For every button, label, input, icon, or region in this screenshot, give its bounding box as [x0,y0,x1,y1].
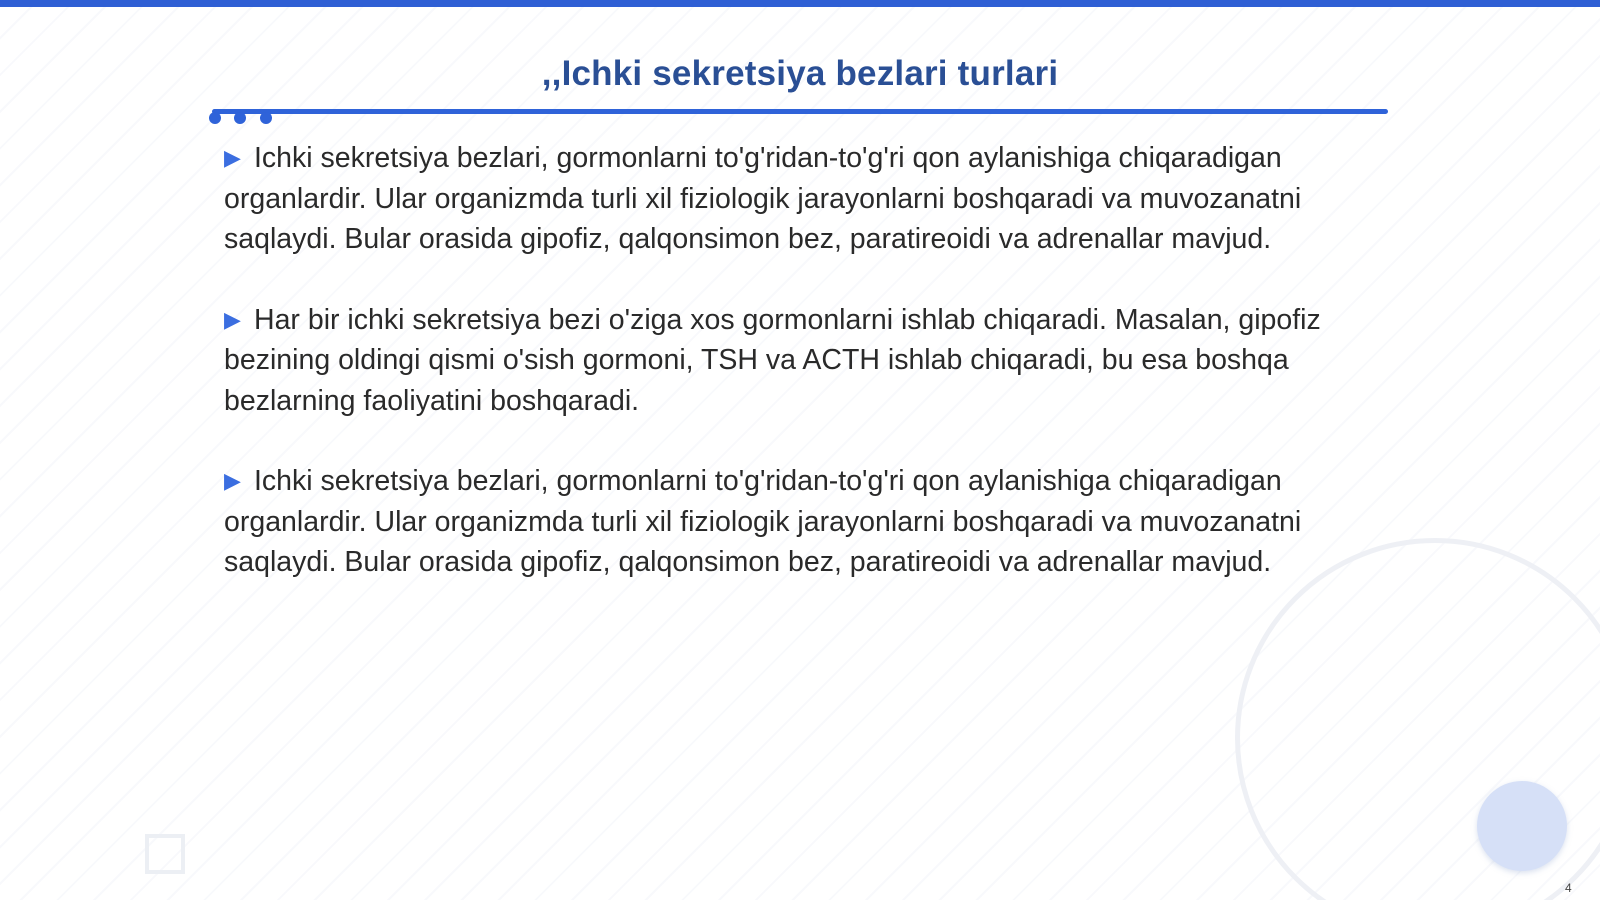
bullet-paragraph [224,300,1374,422]
bullet-paragraph [224,138,1374,260]
decorative-square [145,834,185,874]
paragraph-text: Ichki sekretsiya bezlari, gormonlarni to'g'ridan-to'g'ri qon aylanishiga chiqaradigan organlardir. Ular organizmda turli xil fiziologik jarayonlarni boshqaradi va muvozanatni saqlaydi. Bular orasida gipofiz, qalqonsimon bez, paratireoidi va adrenallar mavjud. [224,142,1302,255]
decorative-circle [1477,781,1567,871]
page-number: 4 [1565,881,1572,895]
content-body [224,138,1374,623]
triangle-right-icon: ▶ [224,468,241,493]
slide-title: ,,Ichki sekretsiya bezlari turlari [541,54,1059,93]
paragraph-text: Ichki sekretsiya bezlari, gormonlarni to'g'ridan-to'g'ri qon aylanishiga chiqaradigan organlardir. Ular organizmda turli xil fiziologik jarayonlarni boshqaradi va muvozanatni saqlaydi. Bular orasida gipofiz, qalqonsimon bez, paratireoidi va adrenallar mavjud. [224,465,1302,578]
top-accent-bar [0,0,1600,7]
decorative-dot [209,112,221,124]
title-underline [212,109,1388,114]
bullet-paragraph [224,461,1374,583]
triangle-right-icon: ▶ [224,306,241,332]
decorative-dot [260,112,272,124]
triangle-right-icon: ▶ [224,145,241,170]
paragraph-text: Har bir ichki sekretsiya bezi o'ziga xos gormonlarni ishlab chiqaradi. Masalan, gipofiz bezining oldingi qismi o'sish gormoni, TSH va ACTH ishlab chiqaradi, bu esa boshqa bezlarning faoliyatini boshqaradi. [224,303,1321,417]
decorative-dot [234,112,246,124]
